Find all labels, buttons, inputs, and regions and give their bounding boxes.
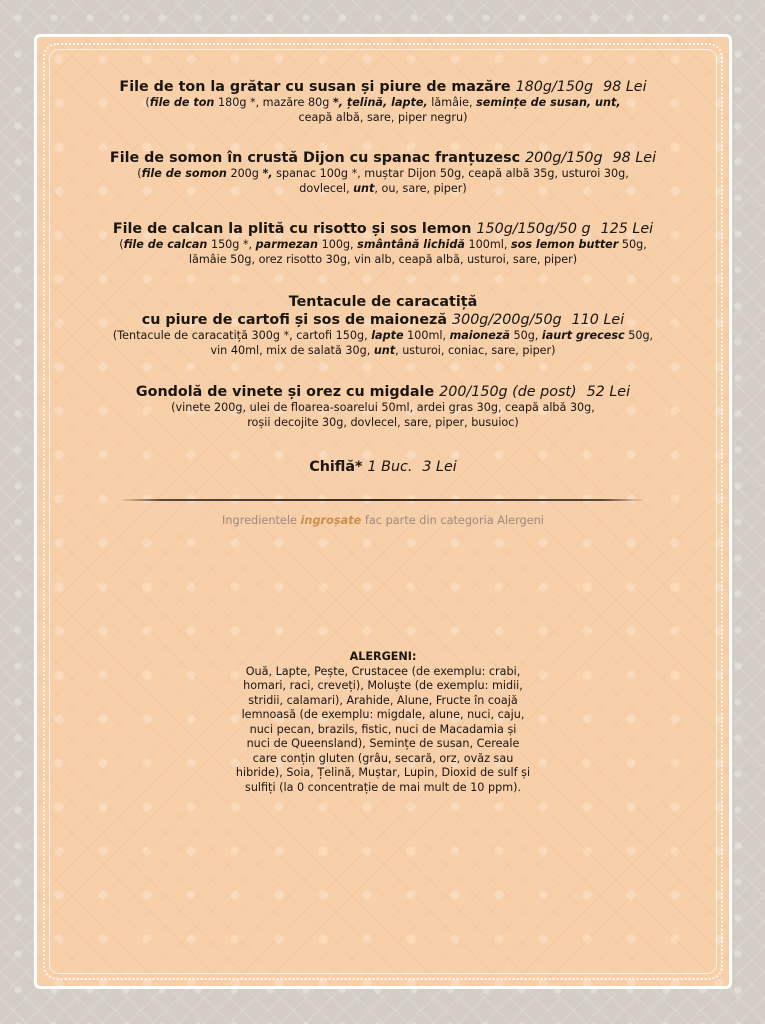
ingredients-line [71,253,695,268]
dish-tuna [71,78,695,125]
allergens-line: nuci pecan, brazils, fistic, nuci de Macadamia și [249,722,517,736]
dish-title-line2 [71,311,695,329]
ingredient-text: ( [119,238,124,251]
dish-price: 110 Lei [571,312,625,328]
dish-portion: 1 Buc. [367,459,413,475]
dish-title [71,458,695,476]
ingredient-text: ( [145,96,150,109]
dish-price: 98 Lei [612,150,657,166]
ingredient-text: vin 40ml, mix de salată 30g, [210,343,374,357]
dish-ingredients [71,238,695,267]
allergens-line: nuci de Queensland), Semințe de susan, Cereale [246,737,520,750]
ingredients-line [71,111,695,126]
allergen-ingredient: iaurt grecesc [541,329,625,342]
allergens-line: care conțin gluten (grâu, secară, orz, ovăz sau [252,751,514,765]
note-text-end: fac parte din categoria Alergeni [361,514,544,527]
ingredients-line [71,329,695,344]
ingredients-line [71,401,695,416]
allergens-line: homari, raci, creveți), Moluște (de exemplu: midii, [243,679,523,692]
ingredient-text: (vinete 200g, ulei de floarea-soarelui 50ml, ardei gras 30g, ceapă albă 30g, [171,401,595,414]
dish-title [71,383,695,401]
allergens-line: stridii, calamari), Arahide, Alune, Fructe în coajă [248,693,518,707]
allergen-ingredient: file de somon [141,167,227,180]
note-text: Ingredientele [222,514,301,527]
allergens-line: sulfiți (la 0 concentrație de mai mult de 10 ppm). [244,780,522,794]
allergen-note [71,514,695,527]
ingredient-text: 100g, [318,238,358,251]
dish-name: File de calcan la plită cu risotto și sos lemon [112,221,472,237]
ingredient-text: 50g, [624,329,654,342]
allergens-block [71,650,695,795]
dish-name: File de somon în crustă Dijon cu spanac franțuzesc [109,150,521,166]
ingredients-line [71,238,695,253]
dish-salmon [71,149,695,196]
dish-turbot [71,220,695,267]
ingredient-text: lămâie, [427,96,477,109]
dish-ingredients [71,167,695,196]
ingredient-text: 200g [226,167,263,180]
ingredient-text: roșii decojite 30g, dovlecel, sare, piper, busuioc) [247,415,519,429]
ingredient-text: 100ml, [403,329,450,342]
ingredient-text: lămâie 50g, orez risotto 30g, vin alb, ceapă albă, usturoi, sare, piper) [188,252,578,266]
allergen-ingredient: maioneză [449,329,510,342]
ingredient-text: dovlecel, [299,181,354,195]
ingredients-line [71,416,695,431]
ingredients-line [71,167,695,182]
menu-content [71,37,695,986]
dish-portion: 150g/150g/50 g [476,221,591,237]
ingredients-line [71,96,695,111]
ingredient-text: 180g *, mazăre 80g [214,96,333,109]
allergen-ingredient: smântână lichidă [357,238,465,251]
dish-portion: 300g/200g/50g [452,312,562,328]
dish-title [71,293,695,311]
dish-title [71,220,695,238]
dish-price: 3 Lei [422,459,457,475]
dish-octopus [71,293,695,358]
allergens-line: hibride), Soia, Țelină, Muștar, Lupin, Dioxid de sulf și [235,766,531,779]
note-highlight: ingroșate [300,514,362,527]
dish-portion: 200g/150g [525,150,603,166]
ingredient-text: 50g, [618,238,647,251]
allergen-ingredient: file de calcan [123,238,208,251]
dish-portion: 180g/150g [515,79,594,95]
dish-name-continued: cu piure de cartofi și sos de maioneză [141,312,448,328]
ingredient-text: ( [137,167,142,180]
section-divider [119,499,645,501]
allergens-title: ALERGENI: [349,650,417,663]
dish-price: 98 Lei [603,79,647,95]
ingredients-line [71,344,695,359]
allergen-ingredient: *, [262,167,273,180]
dish-portion: 200/150g (de post) [439,384,577,400]
dish-name: Chiflă* [309,459,363,475]
allergen-ingredient: file de ton [149,96,215,109]
allergen-ingredient: semințe de susan, unt, [476,96,621,109]
dish-ingredients [71,401,695,430]
allergen-ingredient: unt [353,181,375,195]
ingredient-text: , usturoi, coniac, sare, piper) [395,343,556,357]
ingredient-text: (Tentacule de caracatiță 300g *, cartofi 150g, [112,329,372,342]
ingredient-text: 50g, [509,329,542,342]
dish-ingredients [71,329,695,358]
ingredient-text: , ou, sare, piper) [374,181,467,195]
allergens-line: Ouă, Lapte, Pește, Crustacee (de exemplu: crabi, [245,664,521,678]
dish-name: Tentacule de caracatiță [288,294,478,310]
dish-title [71,149,695,167]
allergen-ingredient: *, țelină, lapte, [332,96,428,109]
dish-title [71,78,695,96]
allergen-ingredient: parmezan [255,238,319,251]
dish-name: File de ton la grătar cu susan și piure de mazăre [119,79,511,95]
allergen-ingredient: lapte [371,329,404,342]
dish-bread-roll [71,458,695,476]
dish-name: Gondolă de vinete și orez cu migdale [135,384,435,400]
ingredient-text: spanac 100g *, muștar Dijon 50g, ceapă albă 35g, usturoi 30g, [272,167,629,180]
dish-price: 125 Lei [600,221,654,237]
allergen-ingredient: sos lemon butter [510,238,619,251]
dish-ingredients [71,96,695,125]
ingredient-text: 150g *, [207,238,256,251]
menu-page-frame [34,34,732,989]
allergen-ingredient: unt [373,343,396,357]
allergens-line: lemnoasă (de exemplu: migdale, alune, nuci, caju, [241,708,525,721]
dish-price: 52 Lei [586,384,631,400]
allergens-list [71,665,695,796]
ingredient-text: 100ml, [464,238,511,251]
dish-eggplant [71,383,695,430]
ingredient-text: ceapă albă, sare, piper negru) [298,110,468,124]
ingredients-line [71,182,695,197]
